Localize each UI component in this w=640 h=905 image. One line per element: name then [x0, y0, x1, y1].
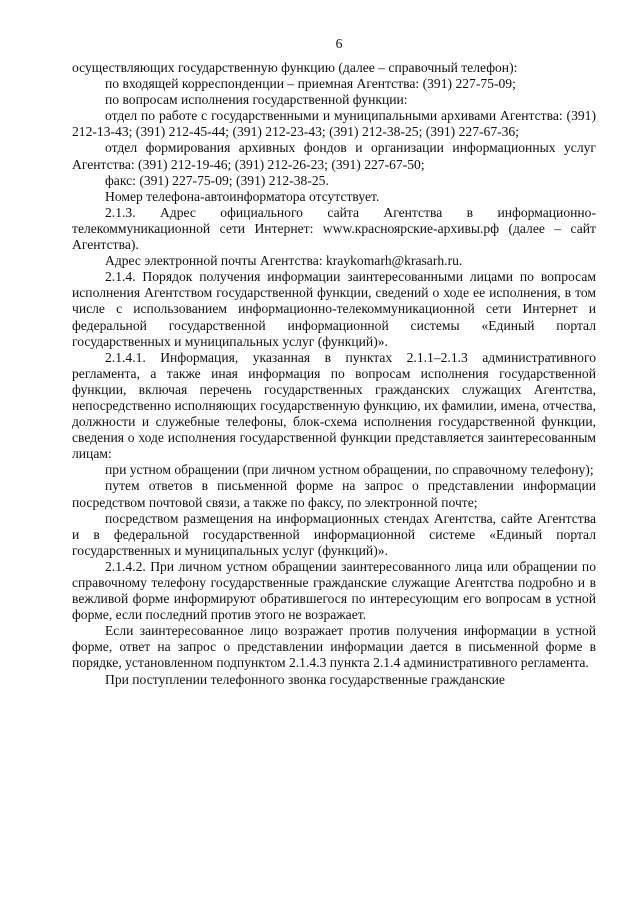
- paragraph: отдел формирования архивных фондов и организации информационных услуг Агентства: (391) 212-19-46; (391) 212-26-23; (391) 227-67-50;: [72, 140, 596, 172]
- paragraph: Если заинтересованное лицо возражает против получения информации в устной форме, ответ на запрос о представлении информации дается в письменной форме в порядке, установленном подпунктом 2.1.4.3 пункта 2.1.4 административного регламента.: [72, 623, 596, 671]
- paragraph: Адрес электронной почты Агентства: kraykomarh@krasarh.ru.: [105, 253, 463, 269]
- document-body: [72, 60, 596, 688]
- paragraph: отдел по работе с государственными и муниципальными архивами Агентства: (391) 212-13-43; (391) 212-45-44; (391) 212-23-43; (391) 212-38-25; (391) 227-67-36;: [72, 108, 596, 140]
- paragraph: при устном обращении (при личном устном обращении, по справочному телефону);: [105, 462, 594, 478]
- page-number: 6: [335, 36, 343, 51]
- paragraph: 2.1.4.2. При личном устном обращении заинтересованного лица или обращении по справочному телефону государственные гражданские служащие Агентства подробно и в вежливой форме информируют обратившегося по интересующим его вопросам в устной форме, если последний против этого не возражает.: [72, 558, 596, 623]
- paragraph: по входящей корреспонденции – приемная Агентства: (391) 227-75-09;: [105, 76, 516, 92]
- paragraph: При поступлении телефонного звонка государственные гражданские: [105, 671, 505, 687]
- paragraph: 2.1.4. Порядок получения информации заинтересованными лицами по вопросам исполнения Агентством государственной функции, сведений о ходе ее исполнения, в том числе с использованием информационно-телекоммуникационной сети Интернет и федеральной государственной информационной системы «Единый портал государственных и муниципальных услуг (функций)».: [72, 269, 596, 349]
- paragraph: осуществляющих государственную функцию (далее – справочный телефон):: [72, 60, 518, 75]
- paragraph: по вопросам исполнения государственной функции:: [105, 92, 408, 108]
- paragraph: Номер телефона-автоинформатора отсутствует.: [105, 188, 380, 204]
- paragraph: 2.1.4.1. Информация, указанная в пунктах 2.1.1–2.1.3 административного регламента, а также иная информация по вопросам исполнения государственной функции, включая перечень государственных гражданских служащих Агентства, непосредственно исполняющих государственную функцию, их фамилии, имена, отчества, должности и служебные телефоны, блок-схема исполнения государственной функции, сведения о ходе исполнения государственной функции представляется заинтересованным лицам:: [72, 349, 596, 462]
- paragraph: 2.1.3. Адрес официального сайта Агентства в информационно-телекоммуникационной сети Интернет: www.красноярские-архивы.рф (далее – сайт Агентства).: [72, 204, 596, 253]
- paragraph: факс: (391) 227-75-09; (391) 212-38-25.: [105, 172, 329, 188]
- paragraph: путем ответов в письменной форме на запрос о представлении информации посредством почтовой связи, а также по факсу, по электронной почте;: [72, 478, 596, 510]
- paragraph: посредством размещения на информационных стендах Агентства, сайте Агентства и в федеральной государственной информационной системе «Единый портал государственных и муниципальных услуг (функций)».: [72, 510, 596, 558]
